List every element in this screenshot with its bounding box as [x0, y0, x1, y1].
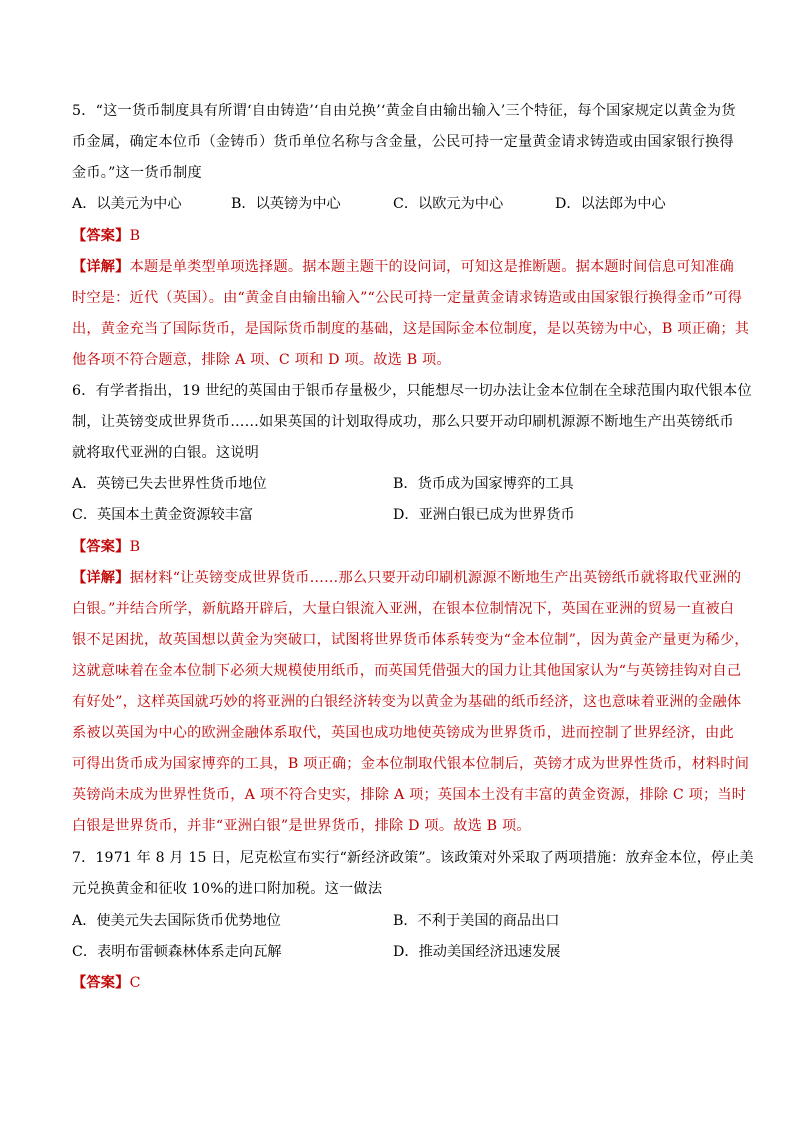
q6-option-c: C．英国本土黄金资源较丰富 — [72, 507, 254, 523]
q7-stem-line-2: 元兑换黄金和征收 10%的进口附加税。这一做法 — [72, 881, 383, 897]
q5-answer-value: B — [129, 228, 141, 244]
q7-option-b: B．不利于美国的商品出口 — [393, 913, 560, 929]
q5-answer-tag: 【答案】 — [72, 228, 130, 244]
q6-detail-tag: 【详解】 — [72, 570, 130, 586]
q6-answer-value: B — [129, 539, 141, 555]
q6-detail-text-1: 据材料“让英镑变成世界货币……那么只要开动印刷机源源不断地生产出英镑纸币就将取代亚洲的 — [129, 570, 742, 586]
q5-option-b: B．以英镑为中心 — [231, 196, 341, 212]
q5-option-a: A．以美元为中心 — [72, 196, 182, 212]
q7-option-c: C．表明布雷顿森林体系走向瓦解 — [72, 944, 282, 960]
q6-detail-line-6: 系被以英国为中心的欧洲金融体系取代，英国也成功地使英镑成为世界货币，进而控制了世界经济，由此 — [72, 725, 734, 741]
q6-detail-line-5: 有好处”，这样英国就巧妙的将亚洲的白银经济转变为以黄金为基础的纸币经济，这也意味着亚洲的金融体 — [72, 694, 742, 710]
q5-detail-line-1 — [72, 257, 734, 277]
q6-detail-line-2: 白银。”并结合所学，新航路开辟后，大量白银流入亚洲，在银本位制情况下，英国在亚洲的贸易一直被白 — [72, 601, 735, 617]
q6-detail-line-9: 白银是世界货币，并非“亚洲白银”是世界货币，排除 D 项。故选 B 项。 — [72, 818, 531, 834]
q6-detail-line-3: 银不足困扰，故英国想以黄金为突破口，试图将世界货币体系转变为“金本位制”，因为黄金产量更为稀少， — [72, 632, 749, 648]
q6-option-a: A．英镑已失去世界性货币地位 — [72, 476, 267, 492]
q6-detail-line-1 — [72, 568, 741, 588]
q6-detail-line-4: 这就意味着在金本位制下必须大规模使用纸币，而英国凭借强大的国力让其他国家认为“与英镑挂钩对自己 — [72, 663, 742, 679]
q6-detail-line-7: 可得出货币成为国家博弈的工具，B 项正确；金本位制取代银本位制后，英镑才成为世界性货币，材料时间 — [72, 756, 750, 772]
q7-option-d: D．推动美国经济迅速发展 — [393, 944, 561, 960]
q7-answer — [72, 973, 141, 993]
q6-detail-line-8: 英镑尚未成为世界性货币，A 项不符合史实，排除 A 项；英国本土没有丰富的黄金资源，排除 C 项；当时 — [72, 787, 747, 803]
q6-option-d: D．亚洲白银已成为世界货币 — [393, 507, 575, 523]
q6-stem-line-1: 6．有学者指出，19 世纪的英国由于银币存量极少，只能想尽一切办法让金本位制在全球范围内取代银本位 — [72, 383, 752, 399]
q7-answer-tag: 【答案】 — [72, 975, 130, 991]
q5-option-d: D．以法郎为中心 — [555, 196, 666, 212]
q7-option-a: A．使美元失去国际货币优势地位 — [72, 913, 281, 929]
q5-detail-line-3: 出，黄金充当了国际货币，是国际货币制度的基础，这是国际金本位制度，是以英镑为中心，B 项正确；其 — [72, 321, 750, 337]
q5-detail-tag: 【详解】 — [72, 259, 130, 275]
q5-detail-text-1: 本题是单类型单项选择题。据本题主题干的设问词，可知这是推断题。据本题时间信息可知准确 — [129, 259, 734, 275]
q7-stem-line-1: 7．1971 年 8 月 15 日，尼克松宣布实行“新经济政策”。该政策对外采取了两项措施：放弃金本位，停止美 — [72, 850, 754, 866]
q5-stem-line-2: 币金属，确定本位币（金铸币）货币单位名称与含金量，公民可持一定量黄金请求铸造或由国家银行换得 — [72, 134, 734, 150]
q5-detail-line-4: 他各项不符合题意，排除 A 项、C 项和 D 项。故选 B 项。 — [72, 352, 451, 368]
q5-detail-line-2: 时空是：近代（英国）。由“黄金自由输出输入”“公民可持一定量黄金请求铸造或由国家银行换得金币”可得 — [72, 290, 743, 306]
q5-stem-line-3: 金币。”这一货币制度 — [72, 165, 202, 181]
q6-stem-line-2: 制，让英镑变成世界货币……如果英国的计划取得成功，那么只要开动印刷机源源不断地生产出英镑纸币 — [72, 414, 734, 430]
q6-answer-tag: 【答案】 — [72, 539, 130, 555]
q5-option-c: C．以欧元为中心 — [393, 196, 504, 212]
q6-option-b: B．货币成为国家博弈的工具 — [393, 476, 574, 492]
q5-answer — [72, 226, 140, 246]
q5-stem-line-1: 5．“这一货币制度具有所谓‘自由铸造’‘自由兑换’‘黄金自由输出输入’三个特征，每个国家规定以黄金为货 — [72, 103, 736, 119]
q6-stem-line-3: 就将取代亚洲的白银。这说明 — [72, 445, 260, 461]
q7-answer-value: C — [129, 975, 141, 991]
q6-answer — [72, 537, 140, 557]
